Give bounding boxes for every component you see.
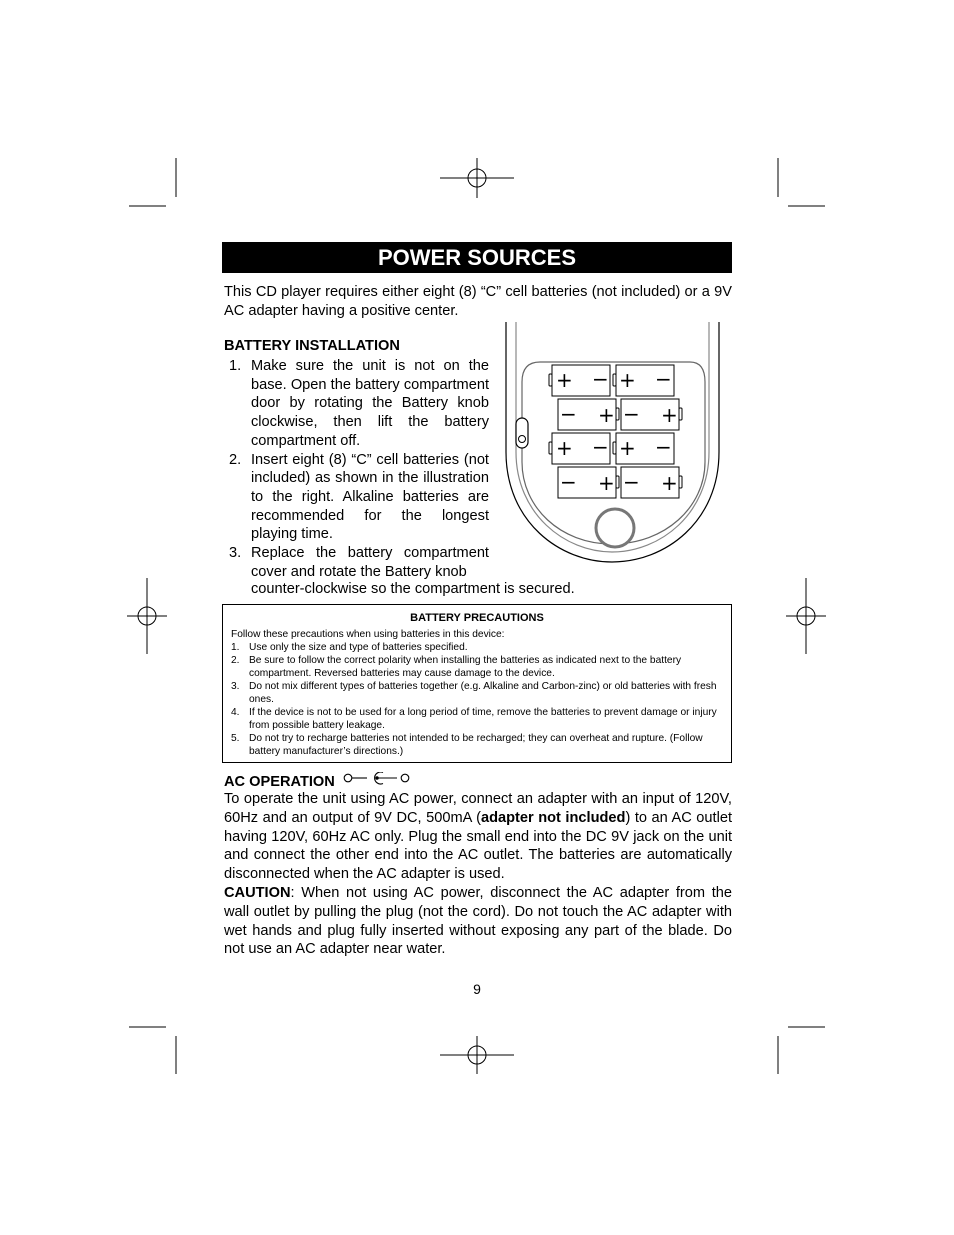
battery-precautions-box [222, 604, 732, 763]
page-number: 9 [473, 981, 481, 997]
svg-text:+: + [619, 436, 636, 460]
svg-text:−: − [623, 402, 640, 426]
svg-text:+: + [661, 403, 678, 427]
precautions-list [231, 641, 723, 758]
step-1 [229, 357, 489, 451]
svg-text:+: + [598, 403, 615, 427]
battery-cell [621, 399, 682, 430]
svg-text:−: − [592, 435, 609, 459]
ac-operation-heading: AC OPERATION [224, 772, 415, 790]
dc-polarity-icon [343, 772, 415, 788]
svg-text:−: − [655, 367, 672, 391]
step-number: 2. [229, 451, 242, 468]
list-item: 4. If the device is not to be used for a long period of time, remove the batteries to prevent damage or injury from possible battery leakage. [231, 707, 717, 731]
step-3 [229, 544, 489, 581]
list-item: 1. Use only the size and type of batteries specified. [231, 642, 468, 653]
battery-cell [558, 467, 619, 498]
precautions-intro: Follow these precautions when using batteries in this device: [231, 629, 505, 640]
svg-text:−: − [655, 435, 672, 459]
svg-text:+: + [556, 436, 573, 460]
step-number: 3. [229, 545, 242, 562]
battery-cell [549, 365, 610, 396]
battery-cell [621, 467, 682, 498]
step-text: Make sure the unit is not on the base. Open the battery compartment door by rotating the Battery knob clockwise, then lift the battery compartment off. [251, 358, 489, 449]
step-number: 1. [229, 358, 242, 374]
page-title: POWER SOURCES [222, 242, 732, 273]
step-3-continuation: counter-clockwise so the compartment is secured. [251, 581, 575, 597]
battery-cell [549, 433, 610, 464]
svg-text:−: − [592, 367, 609, 391]
caution-text: : When not using AC power, disconnect the AC adapter from the wall outlet by pulling the plug (not the cord). Do not touch the AC adapter with wet hands and plug fully inserted without exposing any part of the blade. Do not use an AC adapter near water. [224, 884, 732, 958]
installation-steps [229, 357, 489, 581]
intro-paragraph: This CD player requires either eight (8) “C” cell batteries (not included) or a 9V AC adapter having a positive center. [224, 284, 732, 319]
battery-installation-heading: BATTERY INSTALLATION [224, 338, 400, 354]
step-2 [229, 451, 489, 545]
caution-label: CAUTION [224, 884, 291, 901]
list-item: 3. Do not mix different types of batteries together (e.g. Alkaline and Carbon-zinc) or old batteries with fresh ones. [231, 681, 717, 705]
svg-text:+: + [661, 471, 678, 495]
svg-text:−: − [560, 402, 577, 426]
list-item: 2. Be sure to follow the correct polarity when installing the batteries as indicated next to the battery compartment. Reversed batteries may cause damage to the device. [231, 655, 682, 679]
battery-cell [613, 433, 674, 464]
svg-text:+: + [619, 368, 636, 392]
battery-compartment-illustration [500, 322, 725, 567]
battery-cell [558, 399, 619, 430]
svg-text:+: + [598, 471, 615, 495]
step-text: Replace the battery compartment cover and rotate the Battery knob [251, 545, 489, 580]
svg-text:+: + [556, 368, 573, 392]
svg-text:−: − [560, 470, 577, 494]
precautions-title: BATTERY PRECAUTIONS [410, 612, 544, 624]
step-text: Insert eight (8) “C” cell batteries (not included) as shown in the illustration to the right. Alkaline batteries are recommended for the longest playing time. [251, 451, 489, 543]
list-item: 5. Do not try to recharge batteries not intended to be recharged; they can overheat and rupture. (Follow battery manufacturer’s directions.) [231, 733, 703, 757]
battery-cell [613, 365, 674, 396]
ac-operation-text: To operate the unit using AC power, connect an adapter with an input of 120V, 60Hz and an output of 9V DC, 500mA (adapter not included) to an AC outlet having 120V, 60Hz AC only. Plug the small end into the DC 9V jack on the unit and connect the other end into the AC outlet. The batteries are automatically disconnected when the AC adapter is used. CAUTION: When not using AC power, disconnect the AC adapter from the wall outlet by pulling the plug (not the cord). Do not touch the AC adapter with wet hands and plug fully inserted without exposing any part of the blade. Do not use an AC adapter near water. [224, 791, 733, 958]
svg-text:−: − [623, 470, 640, 494]
